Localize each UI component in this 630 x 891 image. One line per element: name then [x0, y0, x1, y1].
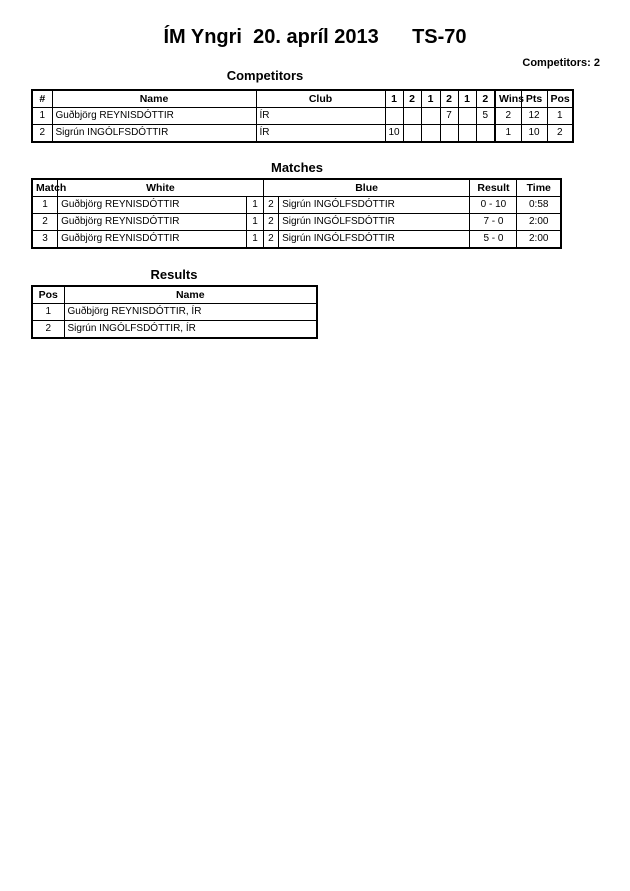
- competitors-heading: Competitors: [226, 68, 304, 83]
- round-score: 5: [476, 108, 495, 125]
- col-name: Name: [64, 286, 317, 304]
- col-club: Club: [256, 90, 385, 108]
- results-header-row: [32, 286, 317, 304]
- competitor-pos: 2: [547, 125, 573, 143]
- round-score: [421, 108, 440, 125]
- white-name: Guðbjörg REYNISDÓTTIR: [58, 231, 247, 249]
- col-round: 2: [440, 90, 458, 108]
- competitor-pts: 12: [521, 108, 547, 125]
- competitors-count: Competitors: 2: [522, 57, 600, 69]
- col-blue: Blue: [263, 179, 470, 197]
- match-row: [32, 197, 561, 214]
- blue-name: Sigrún INGÓLFSDÓTTIR: [279, 231, 470, 249]
- col-round: 2: [403, 90, 421, 108]
- match-time: 2:00: [517, 231, 561, 249]
- results-heading: Results: [150, 267, 198, 282]
- blue-number: 2: [263, 231, 278, 249]
- blue-name: Sigrún INGÓLFSDÓTTIR: [279, 197, 470, 214]
- result-pos: 1: [32, 304, 64, 321]
- col-round: 1: [385, 90, 403, 108]
- competitors-table: [31, 89, 574, 143]
- col-pos: Pos: [547, 90, 573, 108]
- round-score: [403, 125, 421, 143]
- result-name: Guðbjörg REYNISDÓTTIR, ÍR: [64, 304, 317, 321]
- match-time: 2:00: [517, 214, 561, 231]
- match-num: 1: [32, 197, 58, 214]
- competitors-header-row: [32, 90, 573, 108]
- competitor-wins: 2: [495, 108, 521, 125]
- competitor-name: Sigrún INGÓLFSDÓTTIR: [52, 125, 256, 143]
- match-row: [32, 214, 561, 231]
- competitor-row: [32, 125, 573, 143]
- col-round: 2: [476, 90, 495, 108]
- match-row: [32, 231, 561, 249]
- col-num: #: [32, 90, 52, 108]
- col-result: Result: [470, 179, 517, 197]
- blue-number: 2: [263, 197, 278, 214]
- col-pos: Pos: [32, 286, 64, 304]
- col-pts: Pts: [521, 90, 547, 108]
- competitor-name: Guðbjörg REYNISDÓTTIR: [52, 108, 256, 125]
- round-score: [458, 108, 476, 125]
- matches-heading: Matches: [270, 160, 324, 175]
- round-score: [421, 125, 440, 143]
- matches-table: [31, 178, 562, 249]
- match-result: 7 - 0: [470, 214, 517, 231]
- competitor-row: [32, 108, 573, 125]
- white-number: 1: [247, 197, 263, 214]
- result-row: [32, 321, 317, 339]
- competitor-club: ÍR: [256, 125, 385, 143]
- competitor-pts: 10: [521, 125, 547, 143]
- round-score: [476, 125, 495, 143]
- competitor-num: 1: [32, 108, 52, 125]
- round-score: [385, 108, 403, 125]
- competitor-num: 2: [32, 125, 52, 143]
- competitor-pos: 1: [547, 108, 573, 125]
- col-round: 1: [458, 90, 476, 108]
- white-number: 1: [247, 214, 263, 231]
- match-result: 5 - 0: [470, 231, 517, 249]
- col-round: 1: [421, 90, 440, 108]
- col-white: White: [58, 179, 264, 197]
- round-score: [403, 108, 421, 125]
- match-num: 3: [32, 231, 58, 249]
- competitor-club: ÍR: [256, 108, 385, 125]
- white-number: 1: [247, 231, 263, 249]
- page-title: ÍM Yngri 20. apríl 2013 TS-70: [163, 26, 467, 48]
- match-num: 2: [32, 214, 58, 231]
- result-pos: 2: [32, 321, 64, 339]
- round-score: 10: [385, 125, 403, 143]
- white-name: Guðbjörg REYNISDÓTTIR: [58, 197, 247, 214]
- round-score: [440, 125, 458, 143]
- white-name: Guðbjörg REYNISDÓTTIR: [58, 214, 247, 231]
- col-match: Match: [32, 179, 58, 197]
- col-wins: Wins: [495, 90, 521, 108]
- matches-header-row: [32, 179, 561, 197]
- round-score: 7: [440, 108, 458, 125]
- competitor-wins: 1: [495, 125, 521, 143]
- match-time: 0:58: [517, 197, 561, 214]
- col-name: Name: [52, 90, 256, 108]
- match-result: 0 - 10: [470, 197, 517, 214]
- blue-name: Sigrún INGÓLFSDÓTTIR: [279, 214, 470, 231]
- col-time: Time: [517, 179, 561, 197]
- result-name: Sigrún INGÓLFSDÓTTIR, ÍR: [64, 321, 317, 339]
- round-score: [458, 125, 476, 143]
- blue-number: 2: [263, 214, 278, 231]
- results-table: [31, 285, 318, 339]
- result-row: [32, 304, 317, 321]
